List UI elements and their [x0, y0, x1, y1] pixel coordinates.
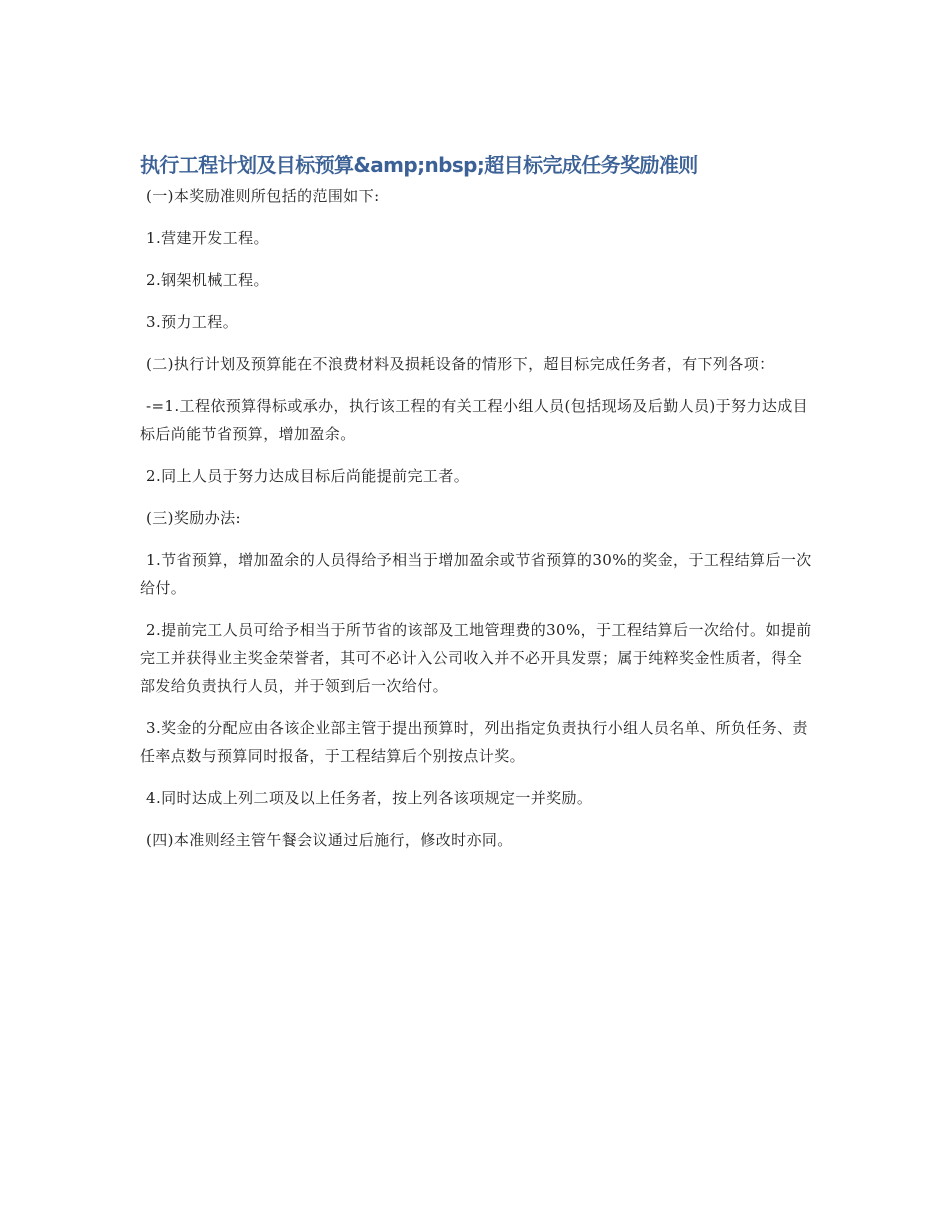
document-title: 执行工程计划及目标预算&amp;nbsp;超目标完成任务奖励准则 — [140, 153, 698, 177]
section-1-item-1: 1.营建开发工程。 — [146, 229, 269, 247]
section-2-heading: (二)执行计划及预算能在不浪费材料及损耗设备的情形下，超目标完成任务者，有下列各项： — [146, 355, 775, 373]
section-1-heading: (一)本奖励准则所包括的范围如下: — [146, 187, 380, 205]
section-3-heading: (三)奖励办法: — [146, 509, 241, 527]
section-4-paragraph: (四)本准则经主管午餐会议通过后施行，修改时亦同。 — [146, 831, 513, 849]
section-3-item-3: 3.奖金的分配应由各该企业部主管于提出预算时，列出指定负责执行小组人员名单、所负任务、责任率点数与预算同时报备，于工程结算后个别按点计奖。 — [140, 719, 808, 765]
section-3-item-4: 4.同时达成上列二项及以上任务者，按上列各该项规定一并奖励。 — [146, 789, 593, 807]
section-2-item-2: 2.同上人员于努力达成目标后尚能提前完工者。 — [146, 467, 470, 485]
document-body — [140, 182, 812, 868]
section-3-item-2: 2.提前完工人员可给予相当于所节省的该部及工地管理费的30%，于工程结算后一次给付。如提前完工并获得业主奖金荣誉者，其可不必计入公司收入并不必开具发票；属于纯粹奖金性质者，得全部发给负责执行人员，并于领到后一次给付。 — [140, 621, 812, 695]
section-1-item-2: 2.钢架机械工程。 — [146, 271, 269, 289]
section-3-item-1: 1.节省预算，增加盈余的人员得给予相当于增加盈余或节省预算的30%的奖金，于工程结算后一次给付。 — [140, 551, 812, 597]
section-2-item-1: -=1.工程依预算得标或承办，执行该工程的有关工程小组人员(包括现场及后勤人员)于努力达成目标后尚能节省预算，增加盈余。 — [140, 397, 809, 443]
section-1-item-3: 3.预力工程。 — [146, 313, 239, 331]
